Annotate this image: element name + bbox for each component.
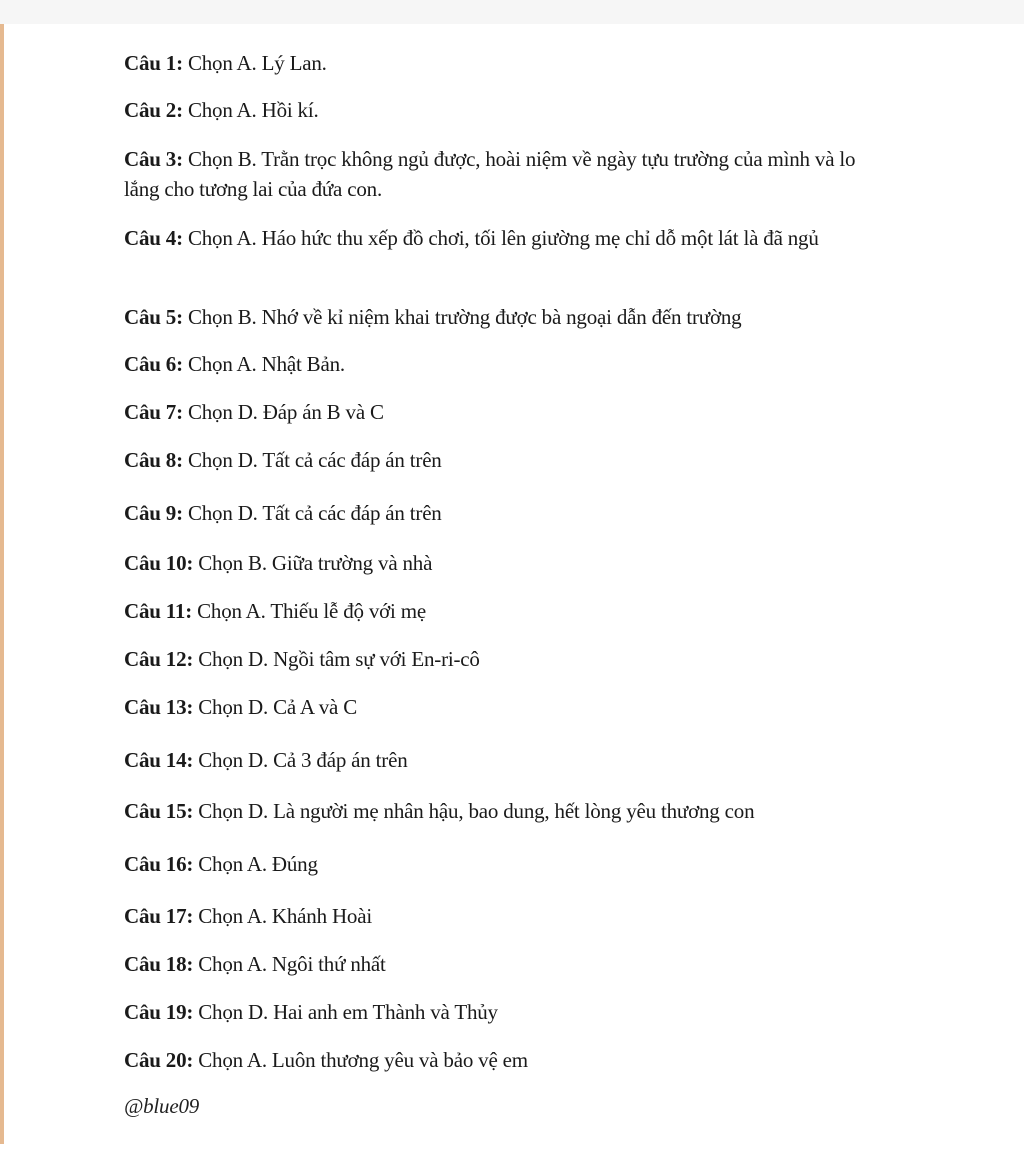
question-label: Câu 11: (124, 599, 193, 623)
answer-line-20 (124, 1045, 528, 1075)
answer-text: Chọn D. Hai anh em Thành và Thủy (193, 1000, 498, 1024)
question-label: Câu 7: (124, 400, 183, 424)
question-label: Câu 10: (124, 551, 194, 575)
answer-text: Chọn B. Giữa trường và nhà (193, 551, 433, 575)
left-border-rule (0, 24, 4, 1144)
answer-line-18 (124, 949, 386, 979)
answer-text: Chọn D. Đáp án B và C (182, 400, 384, 424)
answer-text: Chọn D. Cả A và C (193, 695, 358, 719)
answer-text: Chọn D. Tất cả các đáp án trên (182, 448, 442, 472)
answer-line-12 (124, 644, 480, 674)
top-strip (0, 0, 1024, 24)
answer-text: Chọn A. Nhật Bản. (182, 352, 345, 376)
answer-line-5 (124, 302, 741, 332)
question-label: Câu 1: (124, 51, 183, 75)
question-label: Câu 5: (124, 305, 183, 329)
answer-line-19 (124, 997, 498, 1027)
answer-text: Chọn A. Háo hức thu xếp đồ chơi, tối lên giường mẹ chỉ dỗ một lát là đã ngủ (182, 226, 819, 250)
question-label: Câu 6: (124, 352, 183, 376)
answer-text: Chọn A. Khánh Hoài (193, 904, 372, 928)
answer-text: Chọn D. Là người mẹ nhân hậu, bao dung, hết lòng yêu thương con (193, 799, 755, 823)
answer-line-16 (124, 849, 318, 879)
answer-line-7 (124, 397, 384, 427)
question-label: Câu 9: (124, 501, 183, 525)
answer-line-15 (124, 796, 754, 826)
answer-line-3 (124, 144, 894, 204)
question-label: Câu 2: (124, 98, 183, 122)
answer-text: Chọn A. Hồi kí. (182, 98, 319, 122)
answer-text: Chọn D. Tất cả các đáp án trên (182, 501, 442, 525)
answer-line-14 (124, 745, 408, 775)
answer-line-2 (124, 95, 319, 125)
question-label: Câu 4: (124, 226, 183, 250)
answer-text: Chọn A. Thiếu lễ độ với mẹ (192, 599, 426, 623)
answer-line-13 (124, 692, 357, 722)
answer-line-17 (124, 901, 372, 931)
answer-text: Chọn A. Lý Lan. (182, 51, 327, 75)
answer-text: Chọn D. Ngồi tâm sự với En-ri-cô (193, 647, 480, 671)
answer-text: Chọn B. Nhớ về kỉ niệm khai trường được bà ngoại dẫn đến trường (182, 305, 742, 329)
question-label: Câu 20: (124, 1048, 194, 1072)
answer-line-4 (124, 223, 894, 253)
question-label: Câu 16: (124, 852, 194, 876)
answer-line-11 (124, 596, 426, 626)
answer-text: Chọn A. Đúng (193, 852, 318, 876)
question-label: Câu 12: (124, 647, 194, 671)
answer-line-9 (124, 498, 442, 528)
question-label: Câu 3: (124, 147, 183, 171)
answer-line-1 (124, 48, 327, 78)
question-label: Câu 15: (124, 799, 194, 823)
question-label: Câu 8: (124, 448, 183, 472)
answer-text: Chọn A. Ngôi thứ nhất (193, 952, 386, 976)
question-label: Câu 14: (124, 748, 194, 772)
answer-line-6 (124, 349, 345, 379)
answer-text: Chọn B. Trằn trọc không ngủ được, hoài niệm về ngày tựu trường của mình và lo lắng cho tương lai của đứa con. (124, 147, 856, 201)
author-signature: @blue09 (124, 1094, 200, 1118)
question-label: Câu 18: (124, 952, 194, 976)
answer-text: Chọn A. Luôn thương yêu và bảo vệ em (193, 1048, 528, 1072)
question-label: Câu 17: (124, 904, 194, 928)
question-label: Câu 19: (124, 1000, 194, 1024)
answer-line-10 (124, 548, 432, 578)
answer-text: Chọn D. Cả 3 đáp án trên (193, 748, 408, 772)
answer-line-8 (124, 445, 442, 475)
question-label: Câu 13: (124, 695, 194, 719)
